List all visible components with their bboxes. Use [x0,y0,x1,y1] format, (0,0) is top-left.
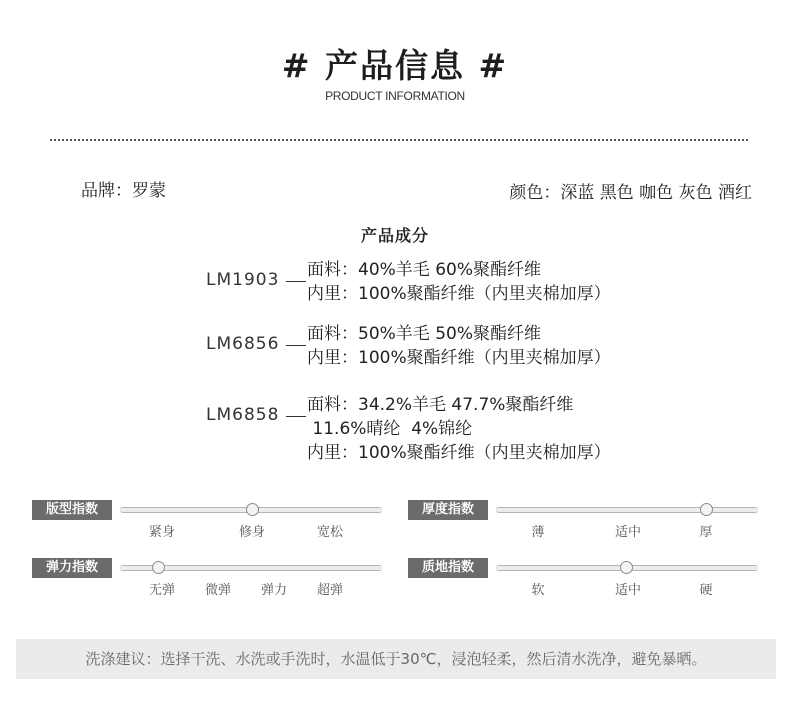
thickness-index-label: 厚度指数 [408,500,488,520]
model-dash [286,281,306,282]
texture-option: 硬 [699,583,713,598]
elasticity-option: 微弹 [204,583,232,598]
model-code: LM1903 [206,270,280,290]
composition-line: 面料：34.2%羊毛 47.7%聚酯纤维 [307,395,574,415]
composition-line: 面料：40%羊毛 60%聚酯纤维 [307,260,541,280]
thickness-option: 薄 [531,525,545,540]
thickness-option: 厚 [699,525,713,540]
composition-line: 11.6%晴纶 4%锦纶 [307,419,473,439]
thickness-index-knob [700,503,713,516]
fit-option: 紧身 [148,525,176,540]
fit-index [32,500,392,540]
elasticity-option: 超弹 [316,583,344,598]
texture-index-label: 质地指数 [408,558,488,578]
model-dash [286,345,306,346]
elasticity-index-knob [152,561,165,574]
texture-index-knob [620,561,633,574]
elasticity-index-label: 弹力指数 [32,558,112,578]
elasticity-option: 弹力 [260,583,288,598]
composition-line: 内里：100%聚酯纤维（内里夹棉加厚） [307,443,611,463]
thickness-option: 适中 [614,525,642,540]
fit-index-knob [246,503,259,516]
dotted-divider [50,139,748,141]
model-code: LM6856 [206,334,280,354]
composition-line: 面料：50%羊毛 50%聚酯纤维 [307,324,541,344]
texture-option: 适中 [614,583,642,598]
elasticity-index [32,558,392,598]
colors-text: 颜色：深蓝 黑色 咖色 灰色 酒红 [509,183,752,203]
care-instructions: 洗涤建议：选择干洗、水洗或手洗时，水温低于30℃，浸泡轻柔，然后清水洗净，避免暴晒。 [16,639,776,679]
composition-line: 内里：100%聚酯纤维（内里夹棉加厚） [307,348,611,368]
page-title: # 产品信息 # [281,46,509,85]
texture-index [408,558,768,598]
composition-line: 内里：100%聚酯纤维（内里夹棉加厚） [307,284,611,304]
elasticity-option: 无弹 [148,583,176,598]
fit-index-label: 版型指数 [32,500,112,520]
page-subtitle: PRODUCT INFORMATION [325,89,465,103]
composition-title: 产品成分 [360,226,429,245]
fit-option: 修身 [238,525,266,540]
thickness-index-track [496,507,758,513]
brand-text: 品牌：罗蒙 [81,181,166,201]
texture-option: 软 [531,583,545,598]
model-code: LM6858 [206,405,280,425]
thickness-index [408,500,768,540]
model-dash [286,416,306,417]
fit-option: 宽松 [316,525,344,540]
